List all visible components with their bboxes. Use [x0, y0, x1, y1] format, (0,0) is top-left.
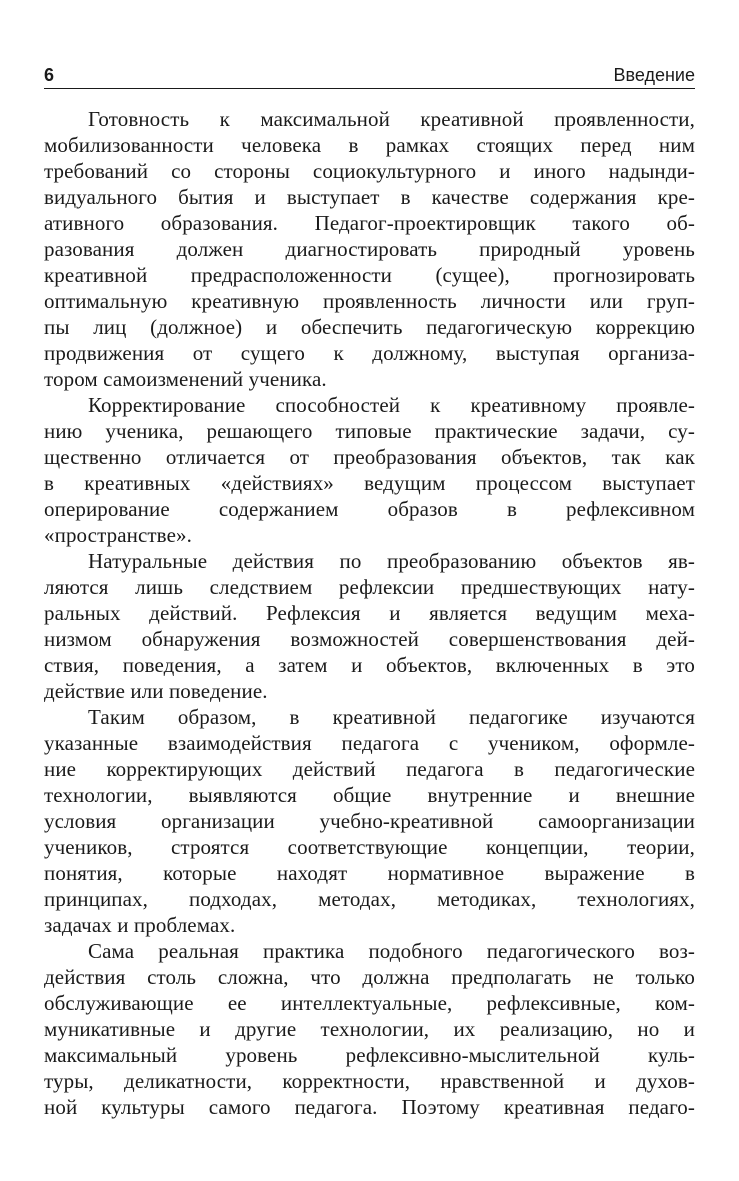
text-line: ствия, поведения, а затем и объектов, включенных в это [44, 653, 695, 677]
text-line: условия организации учебно-креативной самоорганизации [44, 809, 695, 833]
text-line: Таким образом, в креативной педагогике изучаются [88, 705, 695, 729]
page-header [44, 62, 695, 89]
text-line: низмом обнаружения возможностей совершенствования дей- [44, 627, 695, 651]
running-section-title: Введение [613, 65, 695, 85]
text-line: ной культуры самого педагога. Поэтому креативная педаго- [44, 1095, 695, 1119]
text-line: ативного образования. Педагог-проектировщик такого об- [44, 211, 695, 235]
text-line: обслуживающие ее интеллектуальные, рефлексивные, ком- [44, 991, 695, 1015]
text-line: в креативных «действиях» ведущим процессом выступает [44, 471, 695, 495]
text-line: Сама реальная практика подобного педагогического воз- [88, 939, 695, 963]
text-line: ляются лишь следствием рефлексии предшествующих нату- [44, 575, 695, 599]
text-line: ние корректирующих действий педагога в педагогические [44, 757, 695, 781]
text-line: мобилизованности человека в рамках стоящих перед ним [44, 133, 695, 157]
body-text [44, 106, 695, 1120]
text-line: разования должен диагностировать природный уровень [44, 237, 695, 261]
text-line: щественно отличается от преобразования объектов, так как [44, 445, 695, 469]
text-line: оптимальную креативную проявленность личности или груп- [44, 289, 695, 313]
text-line: пы лиц (должное) и обеспечить педагогическую коррекцию [44, 315, 695, 339]
text-line: видуального бытия и выступает в качестве содержания кре- [44, 185, 695, 209]
text-line: оперирование содержанием образов в рефлексивном [44, 497, 695, 521]
text-line: нию ученика, решающего типовые практические задачи, су- [44, 419, 695, 443]
text-line: требований со стороны социокультурного и иного надынди- [44, 159, 695, 183]
text-line: продвижения от сущего к должному, выступая организа- [44, 341, 695, 365]
text-line: понятия, которые находят нормативное выражение в [44, 861, 695, 885]
text-line: действие или поведение. [44, 679, 268, 703]
page-number: 6 [44, 65, 55, 85]
text-line: максимальный уровень рефлексивно-мыслительной куль- [44, 1043, 695, 1067]
text-line: Корректирование способностей к креативному проявле- [88, 393, 695, 417]
text-line: задачах и проблемах. [44, 913, 236, 937]
text-line: Готовность к максимальной креативной проявленности, [88, 107, 695, 131]
text-line: ральных действий. Рефлексия и является ведущим меха- [44, 601, 695, 625]
text-line: тором самоизменений ученика. [44, 367, 327, 391]
paragraph [44, 938, 695, 1120]
paragraph [44, 106, 695, 392]
text-line: «пространстве». [44, 523, 192, 547]
text-line: принципах, подходах, методах, методиках, технологиях, [44, 887, 695, 911]
text-line: туры, деликатности, корректности, нравственной и духов- [44, 1069, 695, 1093]
text-line: муникативные и другие технологии, их реализацию, но и [44, 1017, 695, 1041]
book-page [44, 0, 695, 1181]
paragraph [44, 548, 695, 704]
paragraph [44, 392, 695, 548]
text-line: Натуральные действия по преобразованию объектов яв- [88, 549, 695, 573]
text-line: технологии, выявляются общие внутренние и внешние [44, 783, 695, 807]
text-line: указанные взаимодействия педагога с учеником, оформле- [44, 731, 695, 755]
text-line: учеников, строятся соответствующие концепции, теории, [44, 835, 695, 859]
text-line: креативной предрасположенности (сущее), прогнозировать [44, 263, 695, 287]
paragraph [44, 704, 695, 938]
text-line: действия столь сложна, что должна предполагать не только [44, 965, 695, 989]
